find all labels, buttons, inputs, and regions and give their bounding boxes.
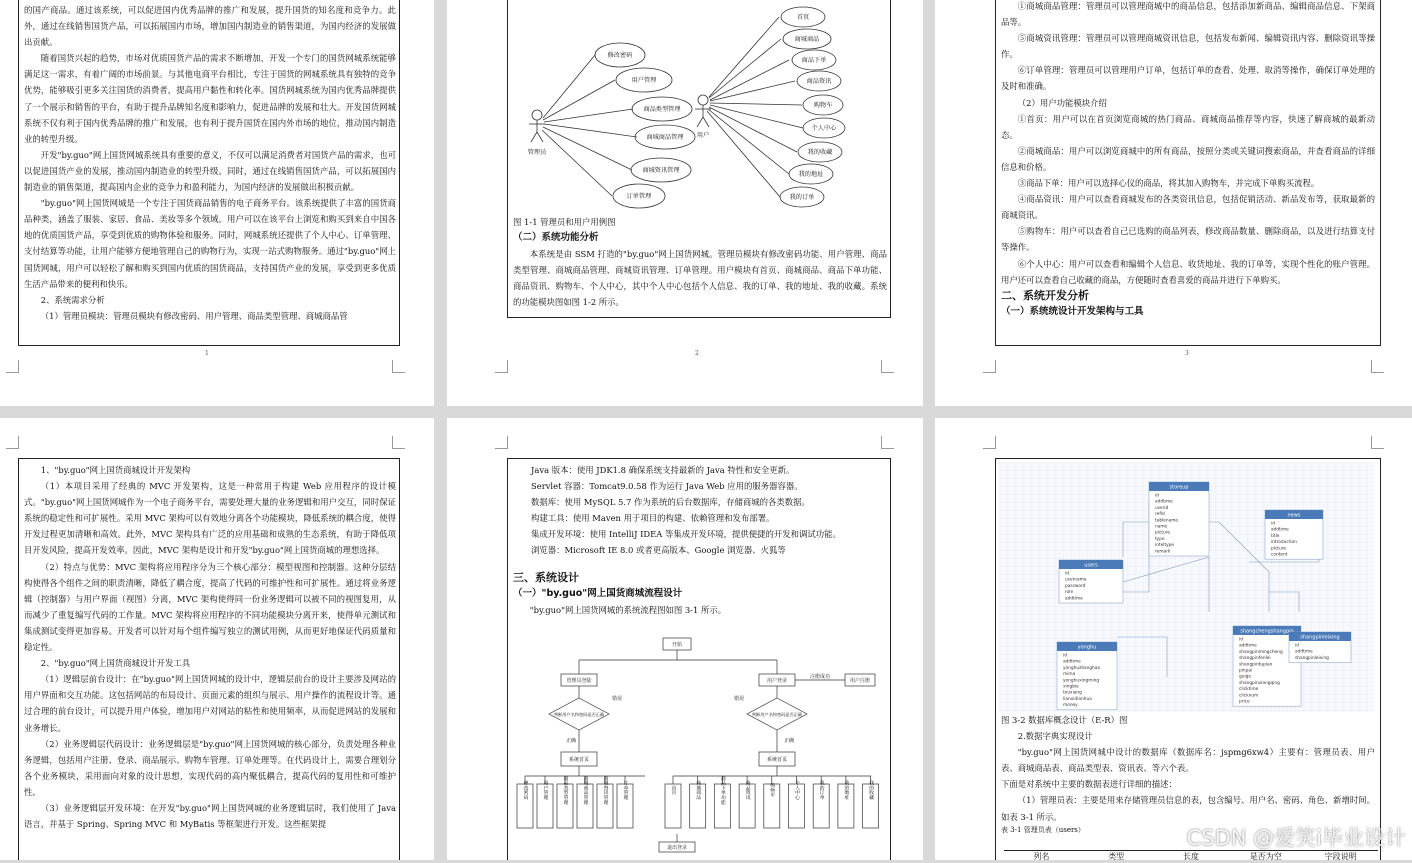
er-field: price bbox=[1239, 699, 1250, 705]
er-table-name: users bbox=[1084, 563, 1098, 569]
paragraph: "by.guo"网上国货网城的系统流程图如图 3-1 所示。 bbox=[513, 602, 887, 618]
table-header-cell: 类型 bbox=[1079, 851, 1154, 863]
er-table-name: shangpinleixing bbox=[1300, 635, 1339, 641]
paragraph: （1）管理员模块：管理员模块有修改密码、用户管理、商品类型管理、商城商品管 bbox=[24, 308, 396, 324]
paragraph: （1）本项目采用了经典的 MVC 开发架构，这是一种常用于构建 Web 应用程序的设计模式。"by.guo"网上国货网城作为一个电子商务平台，需要处理大量的业务逻辑和用户交互，同时保证系统的稳定性和可扩展性。采用 MVC 架构可以有效地分离各个功能模块，降低系统的耦合度，使得开发过程更加清晰和高效。此外，MVC 架构具有广泛的应用基础和成熟的生态系统，有助于降低项目开发风险，提高开发效率。因此，MVC 架构是设计和开发"by.guo"网上国货商城的理想选择。 bbox=[24, 478, 396, 558]
flow-node: 系统首页 bbox=[767, 756, 787, 763]
er-field: username bbox=[1065, 577, 1087, 583]
page-1-body bbox=[24, 2, 396, 324]
er-field: id bbox=[1271, 521, 1275, 527]
module-label: 首页 bbox=[671, 784, 676, 796]
er-field: role bbox=[1065, 589, 1073, 595]
er-field: content bbox=[1271, 552, 1288, 558]
figure-caption: 图 1-1 管理员和用户用例图 bbox=[513, 214, 887, 230]
paragraph: （1）逻辑层前台设计：在"by.guo"网上国货网城的设计中，逻辑层前台的设计主要涉及网站的用户界面和交互功能。这包括网站的布局设计、页面元素的组织与展示、用户操作的流程设计等。通过合理的前台设计，可以提升用户体验，增加用户对网站的粘性和使用频率，从而促进网站的发展和业务增长。 bbox=[24, 671, 396, 735]
use-case: 首页 bbox=[797, 13, 809, 21]
paragraph: ⑥订单管理：管理员可以管理用户订单，包括订单的查看、处理、取消等操作，确保订单处理的及时和准确。 bbox=[1001, 62, 1375, 94]
flowchart bbox=[513, 634, 887, 860]
use-case: 商品类型管理 bbox=[643, 105, 681, 113]
paragraph: 随着国货兴起的趋势，市场对优质国货产品的需求不断增加，开发一个专门的国货网城系统能够满足这一需求，有着广阔的市场前景。与其他电商平台相比，专注于国货的网城系统具有独特的竞争优势，能够吸引更多关注国货的消费者，提高用户黏性和转化率。国货网城系统为国内优秀品牌提供了一个展示和销售的平台，有助于提升品牌知名度和影响力，促进品牌的发展和壮大。开发国货网城系统不仅有利于国内优秀品牌的推广和发展，也有利于提升国货在国内外市场的地位，推动国内制造业的转型升级。 bbox=[24, 50, 396, 147]
crop-mark bbox=[983, 436, 996, 449]
paragraph: ⑤商城资讯管理：管理员可以管理商城资讯信息，包括发布新闻、编辑资讯内容、删除资讯等操作。 bbox=[1001, 30, 1375, 62]
module-label: 我的订单 bbox=[819, 780, 824, 801]
module-label: 购物车 bbox=[769, 782, 774, 799]
table-caption: 表 3-1 管理员表（users） bbox=[1001, 825, 1375, 835]
er-field: clicknum bbox=[1239, 692, 1258, 698]
use-case: 商品资讯 bbox=[807, 77, 833, 85]
paragraph: ③商品下单：用户可以选择心仪的商品，将其加入购物车，并完成下单购买流程。 bbox=[1001, 175, 1375, 191]
crop-mark bbox=[881, 360, 894, 373]
figure-caption: 图 3-2 数据库概念设计（E-R）图 bbox=[1001, 712, 1375, 728]
module-label: 商城商品管理 bbox=[583, 775, 588, 805]
use-case: 我的地址 bbox=[799, 170, 825, 178]
flow-node: 判断用户名和密码是否正确 bbox=[752, 711, 802, 718]
er-field: lianxidianhua bbox=[1063, 696, 1092, 702]
paragraph: 开发"by.guo"网上国货网城系统具有重要的意义，不仅可以满足消费者对国货产品的需求，也可以促进国货产业的发展，推动国内制造业的转型升级。同时，通过在线销售国货产品，可以拓展国内制造业的销售渠道，提高国内企业的竞争力和盈利能力，为国内经济的发展做出积极贡献。 bbox=[24, 147, 396, 195]
er-field: shangpinxiangqing bbox=[1239, 680, 1280, 686]
use-case-diagram bbox=[517, 0, 877, 210]
use-case: 用户管理 bbox=[632, 76, 658, 84]
flow-node: 管理员登陆 bbox=[566, 677, 591, 684]
flow-label: 正确 bbox=[784, 737, 794, 744]
page-6-body bbox=[1001, 712, 1375, 835]
module-label: 订单管理 bbox=[623, 780, 628, 800]
section-label: 2、"by.guo"网上国货商城设计开发工具 bbox=[24, 655, 396, 671]
er-field: inteltype bbox=[1155, 542, 1174, 548]
crop-mark bbox=[1371, 360, 1384, 373]
paragraph: 的国产商品。通过该系统，可以促进国内优秀品牌的推广和发展，提升国货的知名度和竞争力。此外，通过在线销售国货产品，可以拓展国内市场，增加国内制造业的销售渠道，为国内经济的发展做出贡献。 bbox=[24, 2, 396, 50]
page-5 bbox=[447, 418, 923, 860]
er-field: addtime bbox=[1239, 643, 1257, 649]
er-field: id bbox=[1155, 493, 1159, 499]
flow-node: 开始 bbox=[672, 641, 683, 648]
table-header-cell: 长度 bbox=[1154, 851, 1229, 863]
er-field: yonghuxingming bbox=[1063, 677, 1099, 683]
crop-mark bbox=[6, 436, 19, 449]
use-case: 商城资讯管理 bbox=[642, 166, 680, 174]
er-table-name: yonghu bbox=[1078, 645, 1097, 651]
use-case: 修改密码 bbox=[608, 51, 633, 59]
er-field: addtime bbox=[1271, 527, 1289, 533]
module-label: 商品类型管理 bbox=[563, 775, 568, 805]
er-field: addtime bbox=[1295, 649, 1313, 655]
paragraph: ①商城商品管理：管理员可以管理商城中的商品信息，包括添加新商品、编辑商品信息、下架商品等。 bbox=[1001, 0, 1375, 30]
paragraph: ④商品资讯：用户可以查看商城发布的各类资讯信息，包括促销活动、新品发布等，获取最新的商城资讯。 bbox=[1001, 191, 1375, 223]
module-label: 个人中心 bbox=[794, 780, 799, 800]
env-line: 浏览器：Microsoft IE 8.0 或者更高版本、Google 浏览器、火狐等 bbox=[531, 542, 887, 558]
paragraph: 本系统是由 SSM 打造的"by.guo"网上国货网城。管理员模块有修改密码功能、用户管理、商品类型管理、商城商品管理、商城资讯管理、订单管理。用户模块有首页、商城商品、商品下单功能、商品资讯、购物车、个人中心，其中个人中心包括个人信息、我的订单、我的地址、我的收藏。系统的功能模块图如图 1-2 所示。 bbox=[513, 246, 887, 310]
crop-mark bbox=[6, 360, 19, 373]
paragraph: ①首页：用户可以在首页浏览商城的热门商品、商城商品推荐等内容，快速了解商城的最新动态。 bbox=[1001, 111, 1375, 143]
module-label: 商城商品 bbox=[695, 780, 700, 801]
page-2-body bbox=[513, 214, 887, 311]
flow-node: 系统首页 bbox=[569, 756, 589, 763]
chapter-heading: 三、系统设计 bbox=[513, 570, 887, 586]
crop-mark bbox=[495, 360, 508, 373]
er-field: yonghuzhanghao bbox=[1063, 665, 1100, 671]
page-3-body bbox=[1001, 0, 1375, 320]
paragraph: （2）业务逻辑层代码设计：业务逻辑层是"by.guo"网上国货网城的核心部分，负责处理各种业务逻辑，包括用户注册、登录、商品展示、购物车管理、订单处理等。在代码设计上，需要合理划分各个业务模块，采用面向对象的设计思想，实现代码的高内聚低耦合，提高代码的复用性和可维护性。 bbox=[24, 736, 396, 800]
er-field: picture bbox=[1155, 530, 1170, 536]
page-5-headings bbox=[513, 570, 887, 618]
er-field: addtime bbox=[1155, 499, 1173, 505]
er-field: shangpinfenlei bbox=[1239, 655, 1271, 661]
er-table-name: storeup bbox=[1170, 485, 1189, 491]
section-label: 1、"by.guo"网上国货商城设计开发架构 bbox=[24, 462, 396, 478]
page-1 bbox=[0, 0, 434, 406]
use-case: 商品下单 bbox=[802, 56, 827, 64]
er-field: tablename bbox=[1155, 517, 1178, 523]
module-label: 我的收藏 bbox=[868, 780, 873, 801]
paragraph: ⑤购物车：用户可以查看自己已选购的商品列表，修改商品数量、删除商品，以及进行结算支付等操作。 bbox=[1001, 223, 1375, 255]
er-field: name bbox=[1155, 525, 1168, 530]
watermark: CSDN @爱笑i毕业设计 bbox=[1187, 822, 1406, 852]
use-case: 个人中心 bbox=[812, 124, 838, 132]
flow-label: 错误 bbox=[734, 695, 744, 702]
er-field: type bbox=[1155, 536, 1165, 542]
crop-mark bbox=[881, 436, 894, 449]
flow-label: 注册成功 bbox=[810, 673, 830, 680]
env-line: 集成开发环境：使用 IntelliJ IDEA 等集成开发环境，提供便捷的开发和调试功能。 bbox=[531, 526, 887, 542]
paragraph: （2）特点与优势：MVC 架构将应用程序分为三个核心部分：模型视图和控制器。这种分层结构使得各个组件之间的职责清晰，降低了耦合度，提高了代码的可维护性和可扩展性。通过将业务逻辑（控制器）与用户界面（视图）分离，MVC 架构使得同一份业务逻辑可以被不同的视图复用，从而减少了重复编写代码的工作量。MVC 架构将应用程序的不同功能模块分离开来，使得单元测试和集成测试变得更加容易。开发者可以针对每个组件编写独立的测试用例，从而更好地保证代码质量和稳定性。 bbox=[24, 559, 396, 656]
section-heading: （一）"by.guo"网上国货商城流程设计 bbox=[513, 586, 887, 602]
page-5-body bbox=[531, 462, 887, 559]
flow-node: 用户登录 bbox=[767, 677, 787, 684]
section-label: 2、系统需求分析 bbox=[24, 292, 396, 308]
paragraph: "by.guo"网上国货网城是一个专注于国货商品销售的电子商务平台。该系统提供了丰富的国货商品种类，涵盖了服装、家居、食品、美妆等多个领域。用户可以在该平台上浏览和购买到来自中国各地的优质国货产品，享受到优质的购物体验和服务。同时，网城系统还提供了个人中心、订单管理、支付结算等功能，让用户能够方便地管理自己的购物行为，实现一站式购物服务。通过"by.guo"网上国货网城，用户可以轻松了解和购买到国内优质的国货商品，支持国货产业的发展，享受到更多优质生活产品带来的便利和快乐。 bbox=[24, 195, 396, 292]
er-diagram bbox=[999, 462, 1375, 712]
env-line: 数据库：使用 MySQL 5.7 作为系统的后台数据库，存储商城的各类数据。 bbox=[531, 494, 887, 510]
section-label: 2.数据字典实现设计 bbox=[1001, 728, 1375, 744]
page-6 bbox=[935, 418, 1412, 860]
paragraph: （1）管理员表：主要是用来存储管理员信息的表，包含编号、用户名、密码、角色、新增时间。如表 3-1 所示。 bbox=[1001, 792, 1375, 824]
env-line: Servlet 容器：Tomcat9.0.58 作为运行 Java Web 应用的服务器容器。 bbox=[531, 478, 887, 494]
er-field: clicktime bbox=[1239, 686, 1259, 692]
module-label: 商城资讯管理 bbox=[603, 775, 608, 805]
er-field: userid bbox=[1155, 505, 1169, 511]
crop-mark bbox=[392, 436, 405, 449]
paragraph: （2）用户功能模块介绍 bbox=[1001, 95, 1375, 111]
crop-mark bbox=[1371, 436, 1384, 449]
er-field: id bbox=[1065, 571, 1069, 577]
flow-node: 用户注册 bbox=[850, 677, 870, 684]
flow-node: 判断用户名和密码是否正确 bbox=[554, 711, 604, 718]
section-heading: （一）系统统设计开发架构与工具 bbox=[1001, 304, 1375, 320]
er-field: shangpinmingcheng bbox=[1239, 649, 1283, 655]
use-case: 我的订单 bbox=[790, 193, 815, 201]
er-field: money bbox=[1063, 703, 1078, 708]
er-field: title bbox=[1271, 533, 1280, 539]
er-field: xingbie bbox=[1063, 684, 1079, 690]
er-field: id bbox=[1295, 643, 1299, 649]
er-table-name: news bbox=[1288, 513, 1301, 519]
crop-mark bbox=[392, 360, 405, 373]
use-case: 商城商品 bbox=[795, 35, 820, 43]
er-field: remark bbox=[1155, 548, 1171, 554]
table-header-cell: 字段说明 bbox=[1303, 851, 1378, 863]
use-case: 购物车 bbox=[814, 101, 833, 109]
crop-mark bbox=[983, 360, 996, 373]
er-field: id bbox=[1239, 637, 1243, 643]
module-label: 商品资讯 bbox=[745, 780, 750, 801]
module-label: 修改密码 bbox=[523, 780, 528, 800]
er-table-name: shangchengshangpin bbox=[1240, 629, 1293, 635]
use-case: 商城商品管理 bbox=[646, 133, 684, 141]
flow-label: 错误 bbox=[612, 695, 622, 702]
flow-label: 正确 bbox=[566, 737, 576, 744]
actor-label: 管理员 bbox=[528, 148, 547, 156]
page-3 bbox=[935, 0, 1412, 406]
env-line: Java 版本：使用 JDK1.8 确保系统支持最新的 Java 特性和安全更新。 bbox=[531, 462, 887, 478]
use-case: 我的收藏 bbox=[808, 148, 833, 156]
table-header-cell: 列名 bbox=[1004, 851, 1079, 863]
section-heading: （二）系统功能分析 bbox=[513, 230, 887, 246]
page-4-body bbox=[24, 462, 396, 832]
paragraph: （3）业务逻辑层开发环境：在开发"by.guo"网上国货网城的业务逻辑层时，我们使用了 Java 语言，并基于 Spring、Spring MVC 和 MyBatis 等框架进行开发。这些框架提 bbox=[24, 800, 396, 832]
paragraph: ②商城商品：用户可以浏览商城中的所有商品，按照分类或关键词搜索商品，并查看商品的详细信息和价格。 bbox=[1001, 143, 1375, 175]
actor-label: 用户 bbox=[697, 131, 709, 139]
er-field: shangpintupian bbox=[1239, 661, 1273, 667]
er-field: mima bbox=[1063, 671, 1076, 677]
er-field: id bbox=[1063, 653, 1067, 659]
module-label: 商品下单功能 bbox=[720, 775, 725, 806]
er-field: password bbox=[1065, 583, 1086, 589]
er-field: picture bbox=[1271, 545, 1286, 551]
er-field: introduction bbox=[1271, 539, 1297, 545]
paragraph: ⑥个人中心：用户可以查看和编辑个人信息、收货地址、我的订单等，实现个性化的账户管理。用户还可以查看自己收藏的商品，方便随时查看喜爱的商品并进行下单购买。 bbox=[1001, 256, 1375, 288]
page-number: 3 bbox=[1185, 350, 1189, 357]
chapter-heading: 二、系统开发分析 bbox=[1001, 288, 1375, 304]
er-field: touxiang bbox=[1063, 690, 1082, 696]
page-number: 1 bbox=[205, 350, 209, 357]
module-label: 我的地址 bbox=[843, 780, 848, 800]
module-label: 用户管理 bbox=[543, 780, 548, 800]
er-field: shangpinleixing bbox=[1295, 655, 1329, 661]
page-4 bbox=[0, 418, 434, 860]
paragraph: "by.guo"网上国货网城中设计的数据库（数据库名：jspmg6xw4）主要有：管理员表、用户表、商城商品表、商品类型表、资讯表、等六个表。 bbox=[1001, 744, 1375, 776]
table-header-cell: 是否为空 bbox=[1228, 851, 1303, 863]
er-field: guige bbox=[1239, 674, 1251, 680]
crop-mark bbox=[495, 436, 508, 449]
er-field: addtime bbox=[1065, 595, 1083, 601]
er-field: refid bbox=[1155, 511, 1165, 517]
page-2 bbox=[447, 0, 923, 406]
paragraph: 下面是对系统中主要的数据表进行详细的描述： bbox=[1001, 776, 1375, 792]
page-number: 2 bbox=[695, 350, 699, 357]
flow-node: 退出登录 bbox=[667, 844, 687, 851]
er-field: addtime bbox=[1063, 659, 1081, 665]
env-line: 构建工具：使用 Maven 用于项目的构建、依赖管理和发布部署。 bbox=[531, 510, 887, 526]
use-case: 订单管理 bbox=[627, 192, 653, 200]
er-field: pinpai bbox=[1239, 668, 1252, 674]
